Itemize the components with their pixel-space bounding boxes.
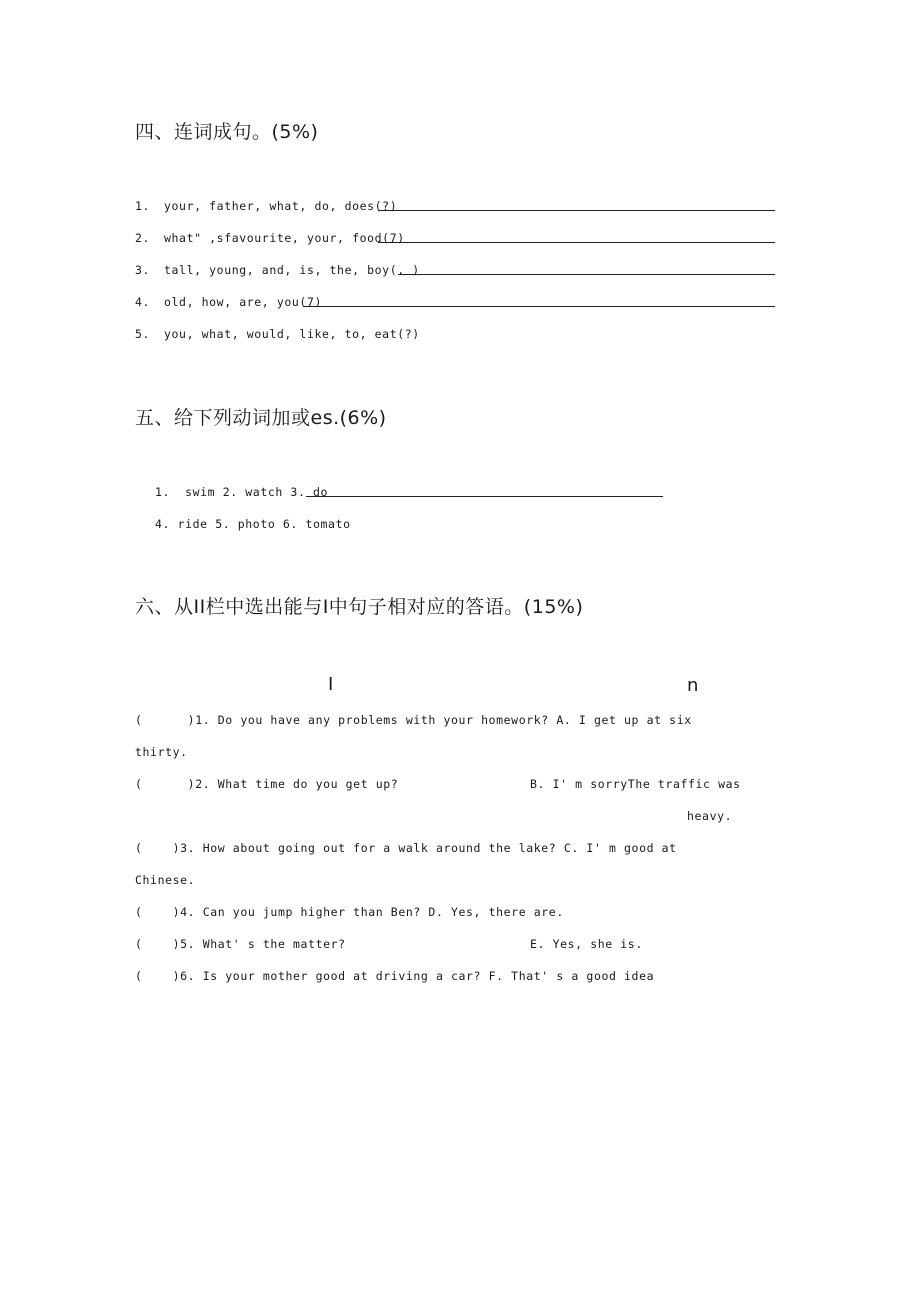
- answer-blank[interactable]: [303, 306, 775, 307]
- answer-e: E. Yes, she is.: [530, 937, 643, 951]
- question-3-continued: Chinese.: [135, 873, 196, 887]
- question-1-continued: thirty.: [135, 745, 188, 759]
- answer-blank[interactable]: [398, 274, 775, 275]
- item-words: tall, young, and, is, the, boy(. ): [164, 263, 420, 277]
- question-1: ( )1. Do you have any problems with your homework? A. I get up at six: [135, 713, 692, 727]
- question-2: ( )2. What time do you get up?: [135, 777, 399, 791]
- item-number: 1.: [135, 199, 151, 213]
- section-4-item-1: [135, 199, 397, 213]
- section-4-item-5: [135, 327, 420, 341]
- section-4-item-3: [135, 263, 420, 277]
- section-4-item-4: [135, 295, 322, 309]
- question-4: ( )4. Can you jump higher than Ben? D. Yes, there are.: [135, 905, 564, 919]
- item-number: 4.: [135, 295, 151, 309]
- answer-blank[interactable]: [378, 210, 775, 211]
- item-number: 3.: [135, 263, 151, 277]
- section-4-item-2: [135, 231, 405, 245]
- question-5: ( )5. What' s the matter?: [135, 937, 346, 951]
- section-5-line-1: 1. swim 2. watch 3. do: [155, 485, 329, 499]
- column-2-header: n: [687, 675, 699, 696]
- section-5-title: 五、给下列动词加或es.(6%): [135, 407, 387, 429]
- question-6: ( )6. Is your mother good at driving a car? F. That' s a good idea: [135, 969, 655, 983]
- item-words: you, what, would, like, to, eat(?): [164, 327, 420, 341]
- answer-blank[interactable]: [378, 242, 775, 243]
- answer-b: B. I' m sorryThe traffic was: [530, 777, 741, 791]
- item-number: 5.: [135, 327, 151, 341]
- item-words: old, how, are, you(7): [164, 295, 322, 309]
- column-1-header: I: [328, 674, 334, 695]
- section-6-title: 六、从II栏中选出能与I中句子相对应的答语。(15%): [135, 596, 584, 618]
- section-4-title: 四、连词成句。(5%): [135, 121, 319, 143]
- answer-b-continued: heavy.: [687, 809, 733, 823]
- item-words: what" ,sfavourite, your, food(7): [164, 231, 405, 245]
- section-5-line-2: 4. ride 5. photo 6. tomato: [155, 517, 351, 531]
- item-number: 2.: [135, 231, 151, 245]
- item-words: your, father, what, do, does(?): [164, 199, 398, 213]
- question-3: ( )3. How about going out for a walk around the lake? C. I' m good at: [135, 841, 677, 855]
- answer-blank[interactable]: [306, 496, 663, 497]
